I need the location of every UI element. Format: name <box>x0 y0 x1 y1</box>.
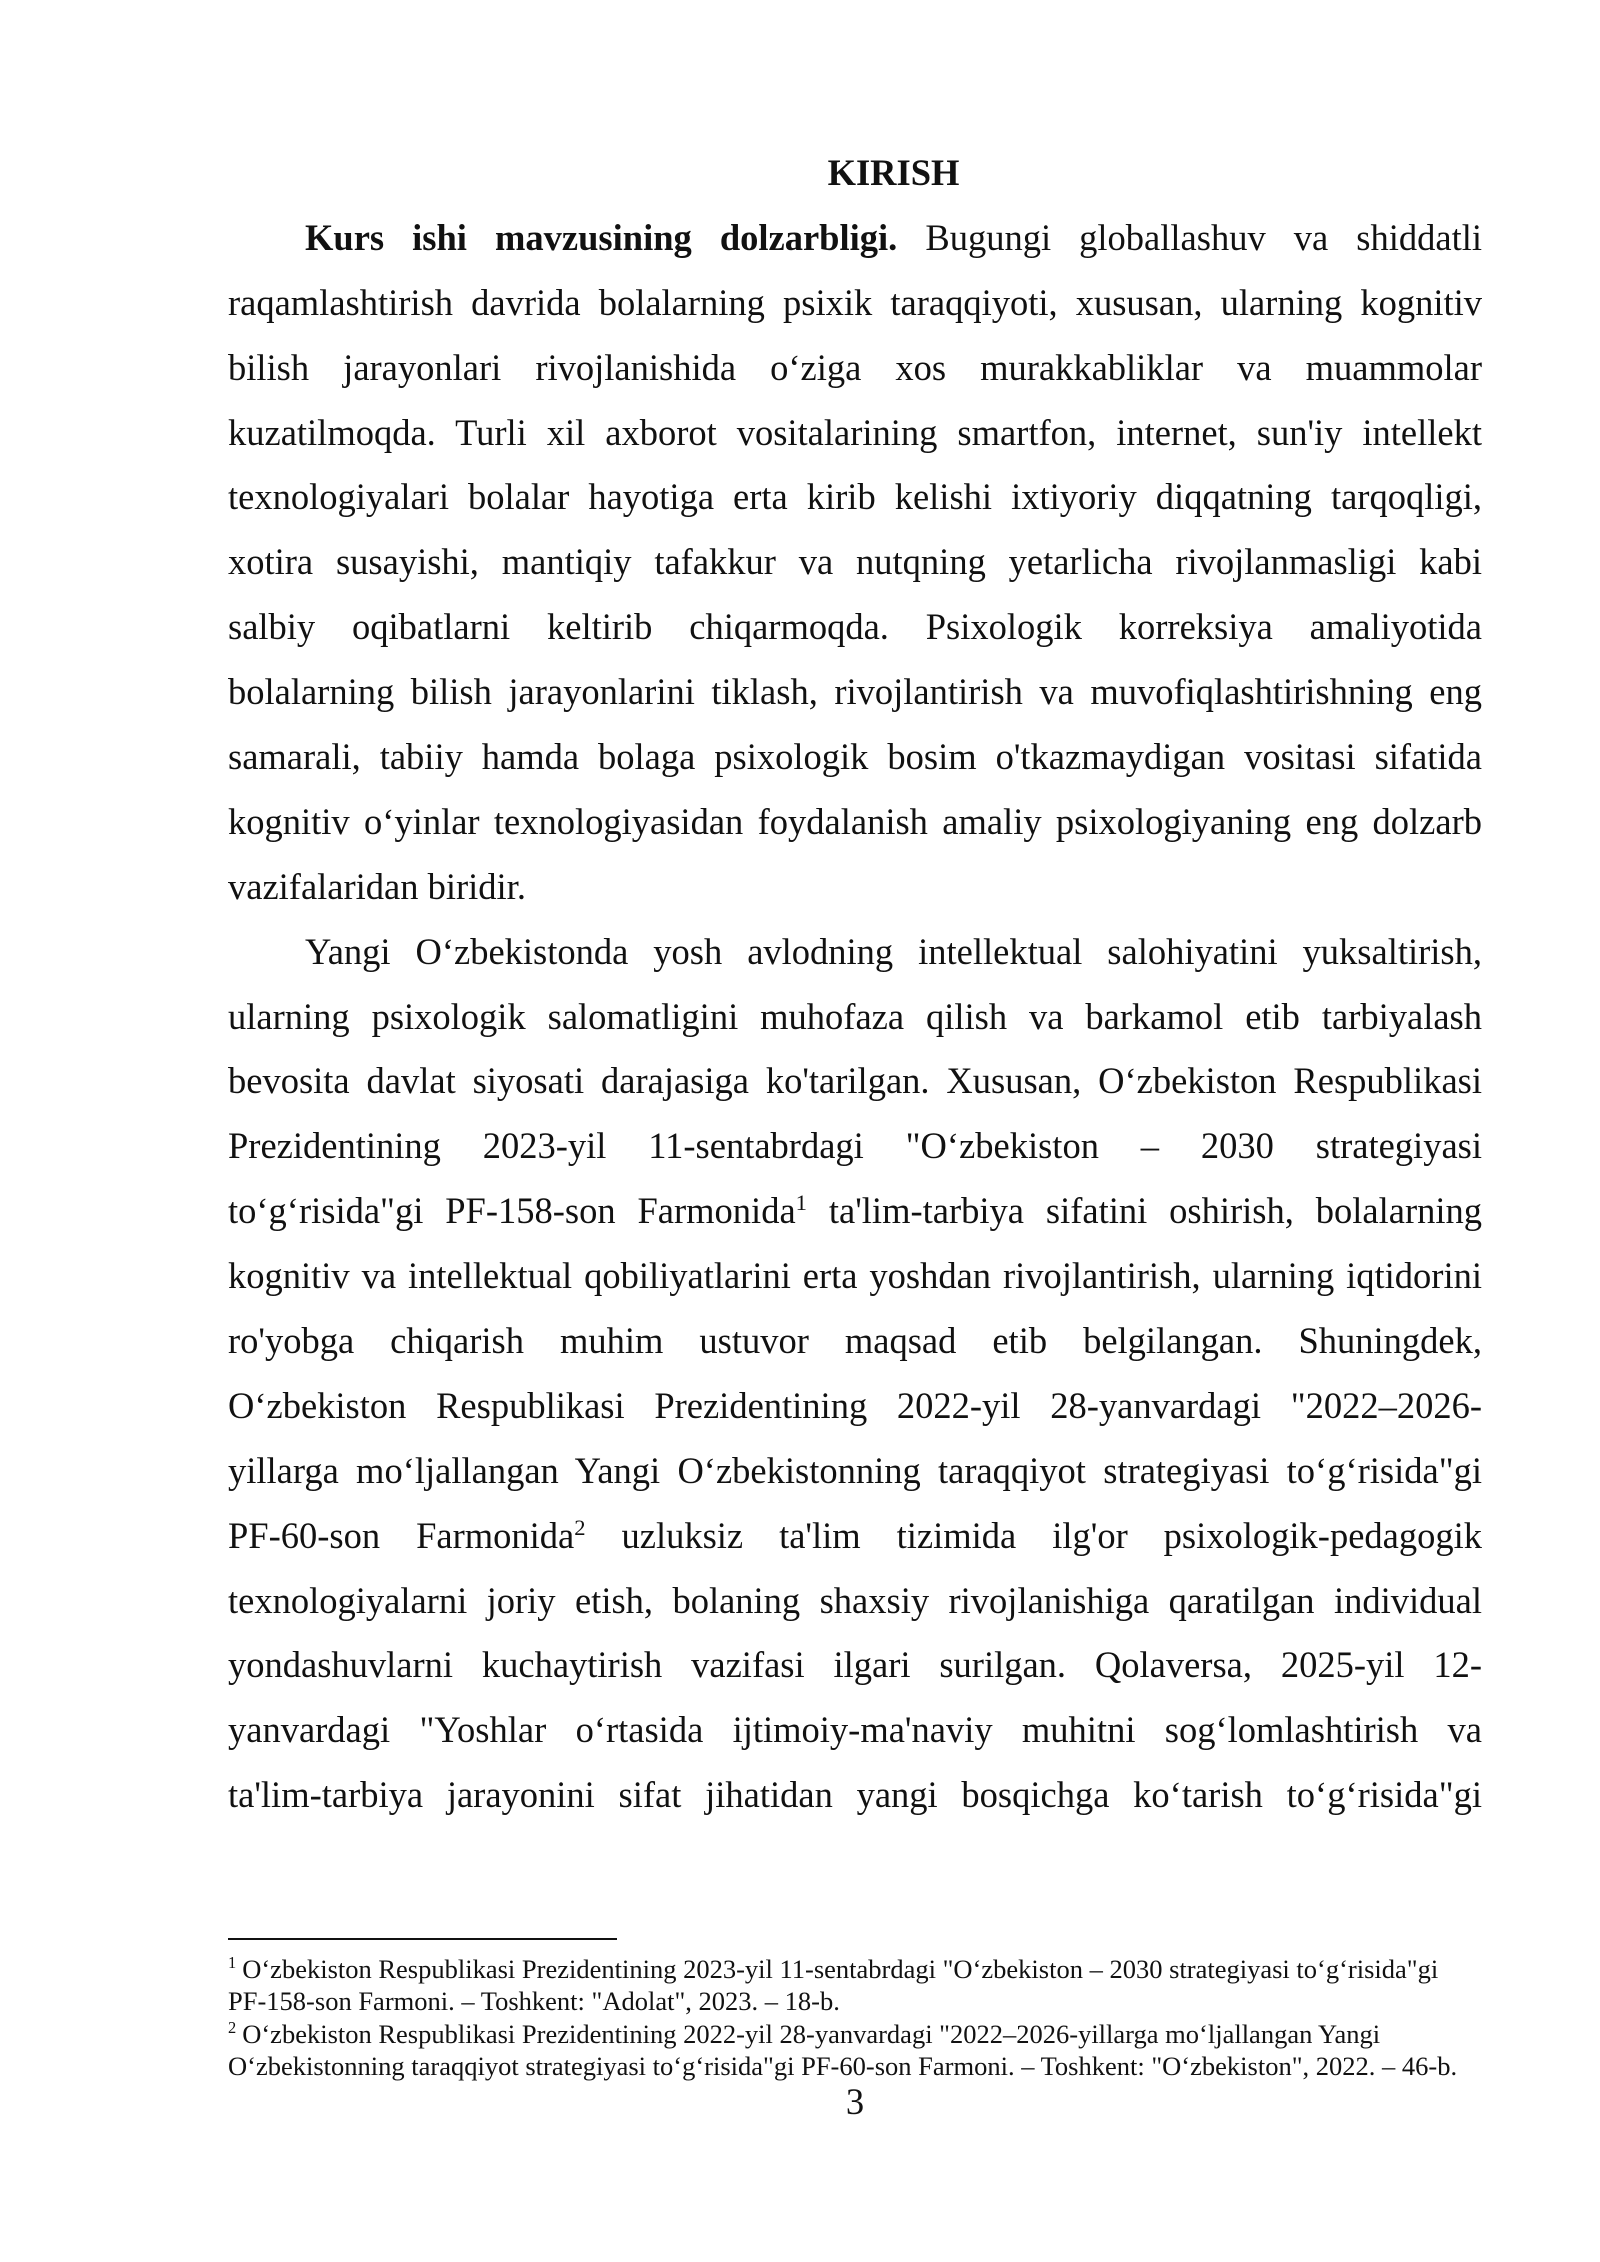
text-line: bolalarning bilish jarayonlarini tiklash, rivojlantirish va muvofiqlashtirishning eng <box>228 671 1482 713</box>
text-line: texnologiyalari bolalar hayotiga erta kirib kelishi ixtiyoriy diqqatning tarqoqligi, <box>228 476 1482 518</box>
text-line: bilish jarayonlari rivojlanishida o‘ziga xos murakkabliklar va muammolar <box>228 346 1482 388</box>
text-line: ro'yobga chiqarish muhim ustuvor maqsad etib belgilangan. Shuningdek, <box>228 1320 1482 1362</box>
footnote-line <box>228 1953 1482 1985</box>
paragraph-relevance <box>228 206 1482 920</box>
section-heading: KIRISH <box>827 152 960 193</box>
main-text <box>228 141 1482 1828</box>
text-line: texnologiyalarni joriy etish, bolaning shaxsiy rivojlanishiga qaratilgan individual <box>228 1579 1482 1621</box>
text-line: xotira susayishi, mantiqiy tafakkur va nutqning yetarlicha rivojlanmasligi kabi <box>228 541 1482 583</box>
footnote-separator <box>228 1938 617 1940</box>
text-line: kognitiv o‘yinlar texnologiyasidan foydalanish amaliy psixologiyaning eng dolzarb <box>228 800 1482 842</box>
footnote-text: O‘zbekiston Respublikasi Prezidentining 2023-yil 11-sentabrdagi "O‘zbekiston – 2030 strategiyasi to‘g‘risida"gi <box>242 1954 1439 1984</box>
text-line: raqamlashtirish davrida bolalarning psixik taraqqiyoti, xususan, ularning kognitiv <box>228 281 1482 323</box>
footnotes <box>228 1953 1482 2083</box>
text-line: Yangi O‘zbekistonda yosh avlodning intellektual salohiyatini yuksaltirish, <box>305 930 1482 972</box>
text-line: yanvardagi "Yoshlar o‘rtasida ijtimoiy-ma'naviy muhitni sog‘lomlashtirish va <box>228 1709 1482 1751</box>
footnote-line: PF-158-son Farmoni. – Toshkent: "Adolat", 2023. – 18-b. <box>228 1986 840 2017</box>
footnote-line <box>228 2018 1482 2050</box>
text-line: ularning psixologik salomatligini muhofaza qilish va barkamol etib tarbiyalash <box>228 995 1482 1037</box>
line-text: to‘g‘risida"gi PF-158-son Farmonida <box>228 1190 796 1232</box>
page-number: 3 <box>845 2081 865 2122</box>
text-line: O‘zbekiston Respublikasi Prezidentining 2022-yil 28-yanvardagi "2022–2026- <box>228 1384 1482 1426</box>
text-line <box>228 1504 1482 1569</box>
line-text: ta'lim-tarbiya sifatini oshirish, bolalarning <box>806 1190 1482 1232</box>
text-line: yondashuvlarni kuchaytirish vazifasi ilgari surilgan. Qolaversa, 2025-yil 12- <box>228 1644 1482 1686</box>
footnote-text: O‘zbekiston Respublikasi Prezidentining 2022-yil 28-yanvardagi "2022–2026-yillarga mo‘ljallangan Yangi <box>242 2018 1381 2049</box>
footnote-reference: 1 <box>795 1190 807 1216</box>
text-line: kognitiv va intellektual qobiliyatlarini erta yoshdan rivojlantirish, ularning iqtidorini <box>228 1255 1482 1297</box>
line-text: Bugungi globallashuv va shiddatli <box>897 216 1482 258</box>
text-line: bevosita davlat siyosati darajasiga ko'tarilgan. Xususan, O‘zbekiston Respublikasi <box>228 1060 1482 1102</box>
text-line: vazifalaridan biridir. <box>228 865 526 907</box>
footnote-reference: 2 <box>574 1514 586 1540</box>
text-line <box>228 1179 1482 1244</box>
line-text: PF-60-son Farmonida <box>228 1514 575 1556</box>
footnote-number: 1 <box>228 1953 237 1973</box>
text-line <box>228 206 1482 271</box>
text-line: samarali, tabiiy hamda bolaga psixologik bosim o'tkazmaydigan vositasi sifatida <box>228 736 1482 778</box>
text-line: salbiy oqibatlarni keltirib chiqarmoqda. Psixologik korreksiya amaliyotida <box>228 606 1482 648</box>
text-line: Prezidentining 2023-yil 11-sentabrdagi "O‘zbekiston – 2030 strategiyasi <box>228 1125 1482 1167</box>
bold-lead: Kurs ishi mavzusining dolzarbligi. <box>305 216 898 258</box>
text-line: ta'lim-tarbiya jarayonini sifat jihatidan yangi bosqichga ko‘tarish to‘g‘risida"gi <box>228 1774 1482 1816</box>
line-text: uzluksiz ta'lim tizimida ilg'or psixologik-pedagogik <box>585 1514 1483 1556</box>
footnote-number: 2 <box>228 2017 237 2037</box>
text-line: kuzatilmoqda. Turli xil axborot vositalarining smartfon, internet, sun'iy intellekt <box>228 411 1482 453</box>
footnote-line: O‘zbekistonning taraqqiyot strategiyasi to‘g‘risida"gi PF-60-son Farmoni. – Toshkent: "O‘zbekiston", 2022. – 46-b. <box>228 2051 1458 2082</box>
paragraph-state-policy <box>228 920 1482 1828</box>
text-line: yillarga mo‘ljallangan Yangi O‘zbekistonning taraqqiyot strategiyasi to‘g‘risida"gi <box>228 1449 1482 1491</box>
